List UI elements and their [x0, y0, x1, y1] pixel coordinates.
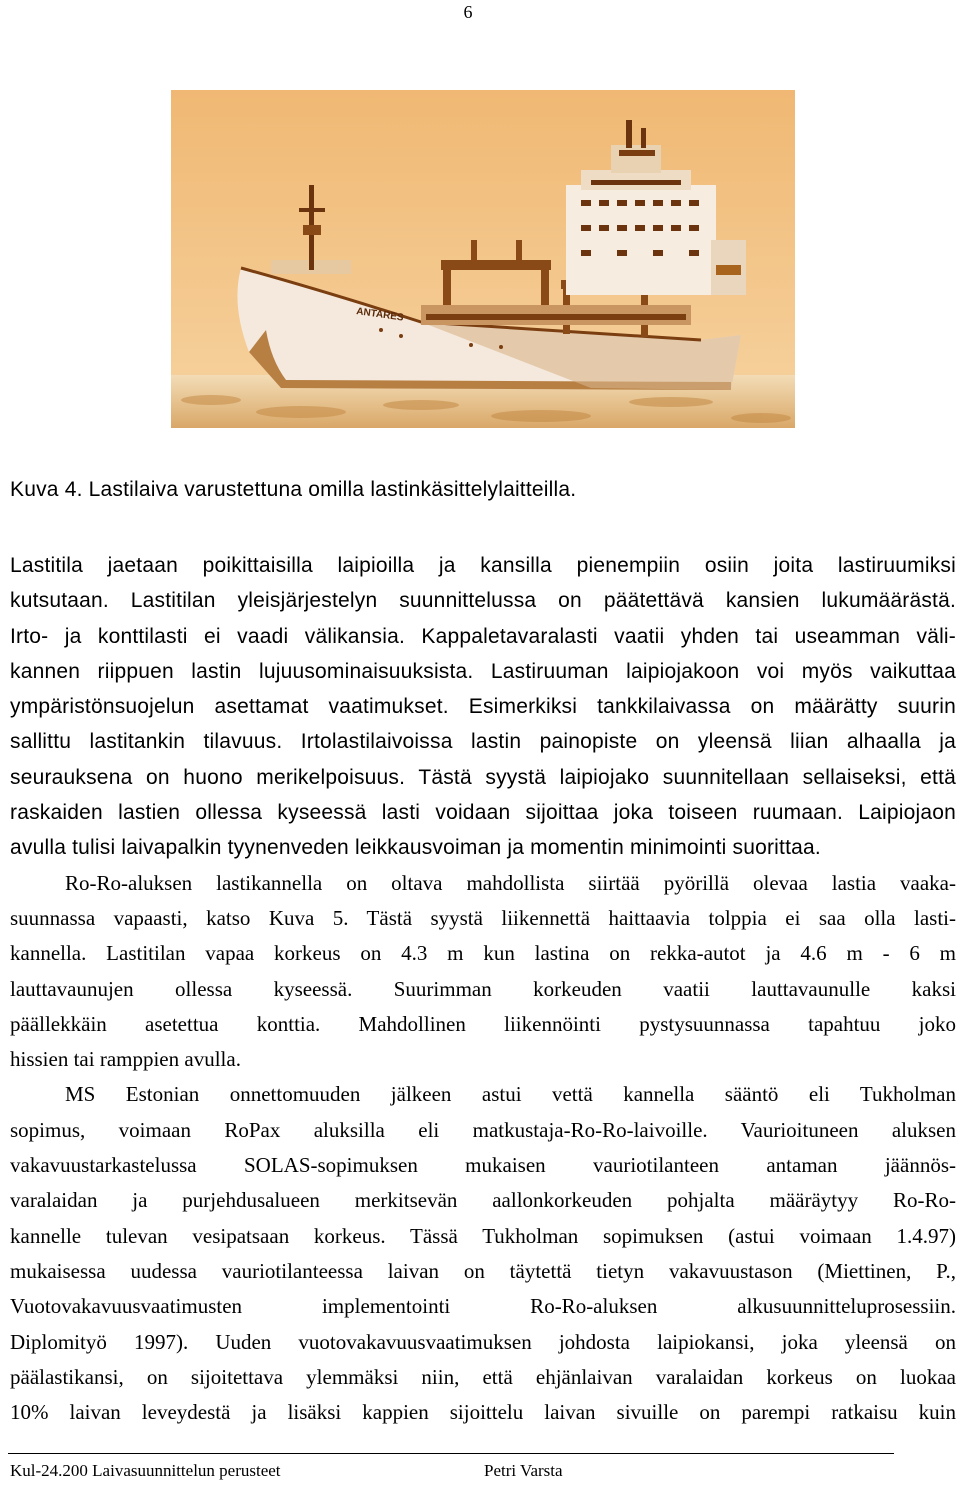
- text-line: lauttavaunujen ollessa kyseessä. Suurimman korkeuden vaatii lauttavaunulle kaksi: [10, 976, 956, 1001]
- text-line: sallittu lastitankin tilavuus. Irtolastilaivoissa lastin painopiste on yleensä liian alhaalla ja: [10, 730, 956, 754]
- text-line: kutsutaan. Lastitilan yleisjärjestelyn suunnittelussa on päätettävä kansien lukumäärästä.: [10, 589, 956, 613]
- text-line: 10% laivan leveydestä ja lisäksi kappien sijoittelu laivan sivuille on parempi ratkaisu kuin: [10, 1400, 956, 1425]
- text-line: avulla tulisi laivapalkin tyynenveden leikkausvoiman ja momentin minimointi suorittaa.: [10, 836, 821, 860]
- page-number: 6: [463, 2, 473, 22]
- text-line: Lastitila jaetaan poikittaisilla laipioilla ja kansilla pienempiin osiin joita lastiruumiksi: [10, 554, 956, 577]
- text-line: Vuotovakavuusvaatimusten implementointi Ro-Ro-aluksen alkusuunnitteluprosessiin.: [10, 1294, 956, 1319]
- text-line: mukaisessa uudessa vauriotilanteessa laivan on täytettä tietyn vakavuustason (Miettinen, P.,: [10, 1258, 956, 1283]
- text-line: suunnassa vapaasti, katso Kuva 5. Tästä syystä liikennettä haittaavia tolppia ei saa olla lasti-: [10, 905, 956, 930]
- text-line: päällekkäin asetettua konttia. Mahdollinen liikennöinti pystysuunnassa tapahtuu joko: [10, 1011, 956, 1036]
- text-line: päälastikansi, on sijoitettava ylemmäksi niin, että ehjänlaivan varalaidan korkeus on luokaa: [10, 1364, 956, 1389]
- text-line: kannella. Lastitilan vapaa korkeus on 4.3 m kun lastina on rekka-autot ja 4.6 m - 6 m: [10, 941, 956, 966]
- text-line: vakavuustarkastelussa SOLAS-sopimuksen mukaisen vauriotilanteen antaman jäännös-: [10, 1153, 956, 1178]
- text-line: varalaidan ja purjehdusalueen merkitsevän aallonkorkeuden pohjalta määräytyy Ro-Ro-: [10, 1188, 956, 1213]
- text-line: seurauksena on huono merikelpoisuus. Tästä syystä laipiojako suunnitellaan sellaiseksi, että: [10, 765, 956, 789]
- text-line: MS Estonian onnettomuuden jälkeen astui vettä kannella sääntö eli Tukholman: [65, 1082, 956, 1107]
- text-line: Irto- ja konttilasti ei vaadi välikansia. Kappaletavaralasti vaatii yhden tai useamman väli-: [10, 624, 956, 648]
- text-line: Ro-Ro-aluksen lastikannella on oltava mahdollista siirtää pyörillä olevaa lastia vaaka-: [65, 870, 956, 895]
- footer-course: Kul-24.200 Laivasuunnittelun perusteet: [10, 1461, 281, 1480]
- text-line: ympäristönsuojelun asettamat vaatimukset. Esimerkiksi tankkilaivassa on määrätty suurin: [10, 695, 956, 719]
- hull-name: ANTARES: [355, 306, 405, 324]
- text-line: kannelle tulevan vesipatsaan korkeus. Tässä Tukholman sopimuksen (astui voimaan 1.4.97): [10, 1223, 956, 1248]
- footer-rule: [8, 1453, 894, 1454]
- footer-author: Petri Varsta: [484, 1461, 563, 1480]
- text-line: kannen riippuen lastin lujuusominaisuuksista. Lastiruuman laipiojakoon voi myös vaikuttaa: [10, 659, 956, 683]
- paragraph-2: [10, 866, 956, 1078]
- text-line: sopimus, voimaan RoPax aluksilla eli matkustaja-Ro-Ro-laivoille. Vaurioituneen aluksen: [10, 1117, 956, 1142]
- ship-photo: [171, 90, 795, 428]
- paragraph-1: [10, 548, 956, 866]
- paragraph-3: [10, 1077, 956, 1430]
- text-line: Diplomityö 1997). Uuden vuotovakavuusvaatimuksen johdosta laipiokansi, joka yleensä on: [10, 1329, 956, 1354]
- text-line: raskaiden lastien ollessa kyseessä lasti voidaan sijoittaa joka toiseen ruumaan. Laipiojaon: [10, 801, 956, 825]
- figure-caption: Kuva 4. Lastilaiva varustettuna omilla lastinkäsittelylaitteilla.: [10, 478, 577, 501]
- text-line: hissien tai ramppien avulla.: [10, 1047, 241, 1072]
- body-text: [10, 548, 956, 1430]
- ship-illustration: [171, 90, 795, 428]
